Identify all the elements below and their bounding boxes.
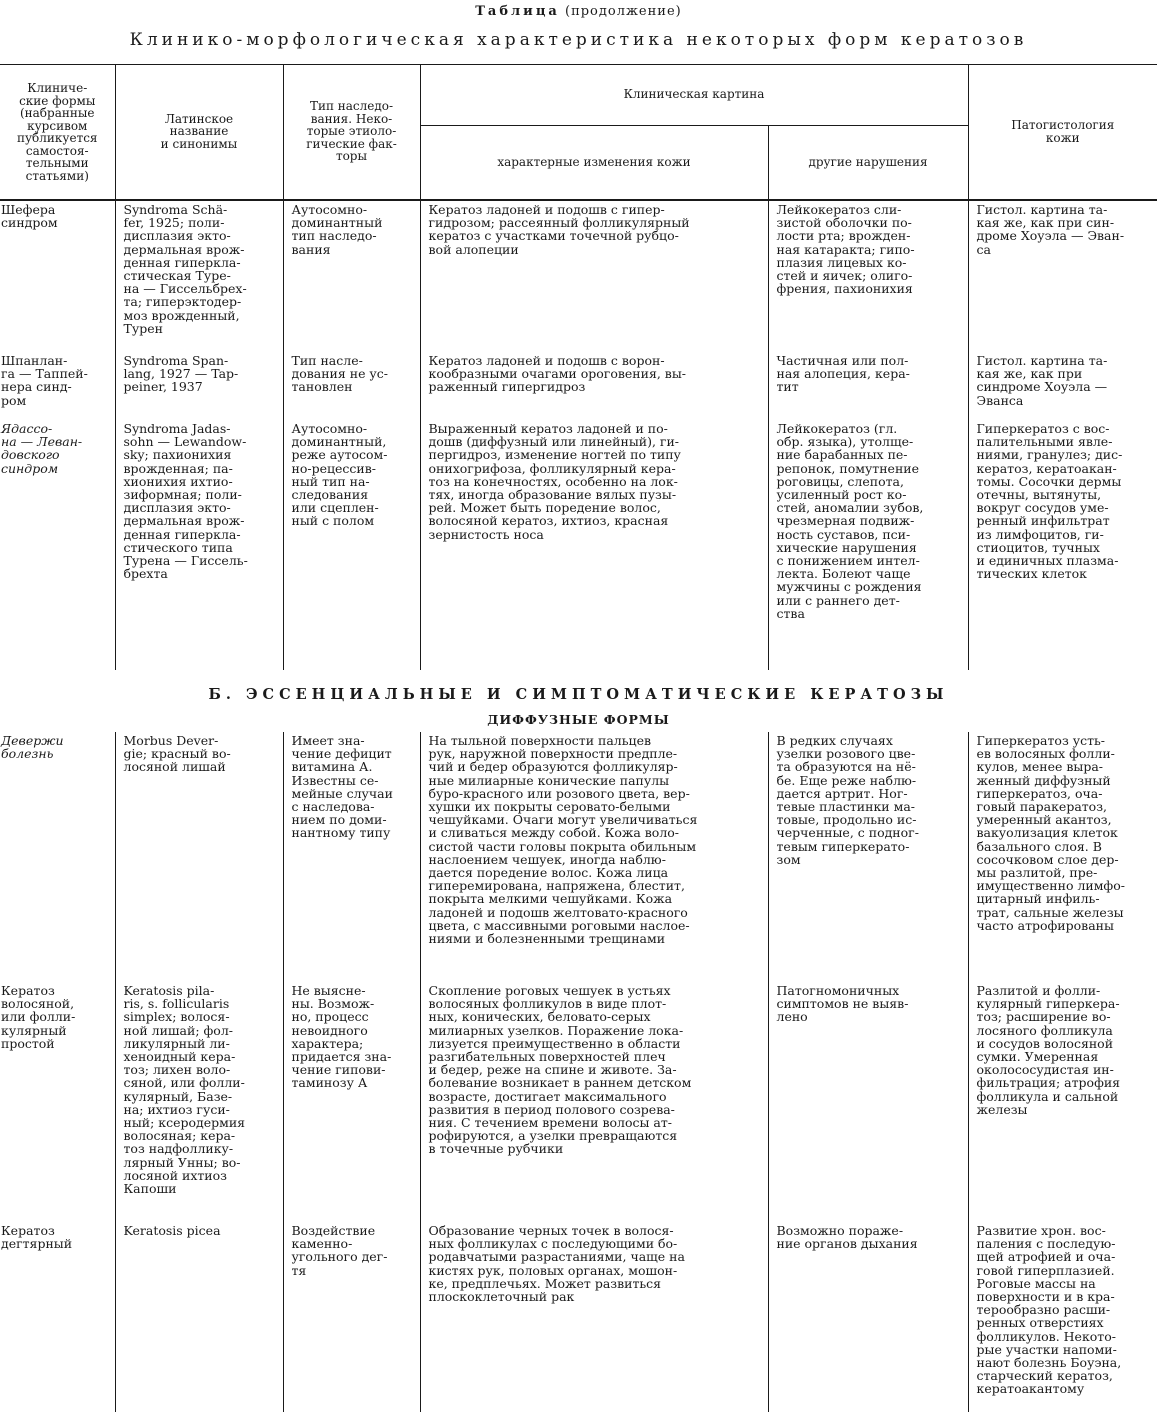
table-row (0, 1222, 1157, 1412)
cell-other: Лейкокератоз сли- зистой оболочки по- лости рта; врожден- ная катаракта; гипо- плазия лицевых ко- стей и яичек; олиго- френия, пахионихия (768, 200, 968, 352)
section-heading-essential-keratoses: Б. ЭССЕНЦИАЛЬНЫЕ И СИМПТОМАТИЧЕСКИЕ КЕРАТОЗЫ (208, 686, 949, 703)
cell-latin: Morbus Dever- gie; красный во- лосяной лишай (115, 732, 283, 982)
cell-form: Девержи болезнь (0, 732, 115, 982)
cell-skin: Выраженный кератоз ладоней и по- дошв (диффузный или линейный), ги- пергидроз, изменение ногтей по типу онихогрифоза, фолликулярный кера- тоз на конечностях, особенно на лок- тях, иногда образование вялых пузы- рей. Может быть поредение волос, волосяной кератоз, ихтиоз, красная зернистость носа (420, 420, 768, 670)
header-clinical-picture: Клиническая картина (420, 65, 968, 126)
header-heredity: Тип наследо- вания. Неко- торые этиоло- гические фак- торы (283, 65, 420, 201)
cell-heredity: Воздействие каменно- угольного дег- тя (283, 1222, 420, 1412)
cell-heredity: Аутосомно- доминантный тип наследо- вания (283, 200, 420, 352)
table-row (0, 200, 1157, 352)
cell-latin: Syndroma Schä- fer, 1925; поли- дисплазия экто- дермальная врож- денная гиперкла- стическая Туре- на — Гиссельбрех- та; гиперэктодер- моз врожденный, Турен (115, 200, 283, 352)
table-row (0, 732, 1157, 982)
table-row (0, 352, 1157, 420)
table-title: Клинико-морфологическая характеристика некоторых форм кератозов (129, 30, 1028, 50)
cell-form: Шефера синдром (0, 200, 115, 352)
keratosis-table-bottom (0, 732, 1157, 1412)
caption-word: Таблица (475, 4, 560, 19)
cell-skin: Скопление роговых чешуек в устьях волосяных фолликулов в виде плот- ных, конических, беловато-серых милиарных узелков. Поражение лока- лизуется преимущественно в области разгибательных поверхностей плеч и бедер, реже на спине и животе. За- болевание возникает в раннем детском возрасте, достигает максимального развития в период полового созрева- ния. С течением времени волосы ат- рофируются, а узелки превращаются в точечные рубчики (420, 982, 768, 1222)
table-row (0, 420, 1157, 670)
cell-other: Лейкокератоз (гл. обр. языка), утолще- ние барабанных пе- репонок, помутнение роговицы, слепота, усиленный рост ко- стей, аномалии зубов, чрезмерная подвиж- ность суставов, пси- хические нарушения с понижением интел- лекта. Болеют чаще мужчины с рождения или с раннего дет- ства (768, 420, 968, 670)
cell-other: Частичная или пол- ная алопеция, кера- тит (768, 352, 968, 420)
cell-other: Возможно пораже- ние органов дыхания (768, 1222, 968, 1412)
cell-skin: Кератоз ладоней и подошв с ворон- кообразными очагами ороговения, вы- раженный гипергидроз (420, 352, 768, 420)
cell-form: Кератоз дегтярный (0, 1222, 115, 1412)
table-row (0, 982, 1157, 1222)
cell-heredity: Не выясне- ны. Возмож- но, процесс невоидного характера; придается зна- чение гипови- таминозу А (283, 982, 420, 1222)
cell-histo: Гистол. картина та- кая же, как при синдроме Хоуэла — Эванса (968, 352, 1157, 420)
cell-heredity: Имеет зна- чение дефицит витамина А. Известны се- мейные случаи с наследова- нием по доми- нантному типу (283, 732, 420, 982)
cell-latin: Syndroma Span- lang, 1927 — Tap- peiner, 1937 (115, 352, 283, 420)
cell-histo: Гистол. картина та- кая же, как при син- дроме Хоуэла — Эван- са (968, 200, 1157, 352)
subsection-heading-diffuse-forms: ДИФФУЗНЫЕ ФОРМЫ (487, 712, 670, 727)
header-clinical-forms: Клиниче- ские формы (набранные курсивом публикуется самостоя- тельными статьями) (0, 65, 115, 201)
header-latin-name: Латинское название и синонимы (115, 65, 283, 201)
cell-skin: На тыльной поверхности пальцев рук, наружной поверхности предпле- чий и бедер образуются фолликуляр- ные милиарные конические папулы буро-красного или розового цвета, вер- хушки их покрыты серовато-белыми чешуйками. Очаги могут увеличиваться и сливаться между собой. Кожа воло- систой части головы покрыта обильным наслоением чешуек, иногда наблю- дается поредение волос. Кожа лица гиперемирована, напряжена, блестит, покрыта мелкими чешуйками. Кожа ладоней и подошв желтовато-красного цвета, с массивными роговыми наслое- ниями и болезненными трещинами (420, 732, 768, 982)
cell-histo: Разлитой и фолли- кулярный гиперкера- тоз; расширение во- лосяного фолликула и сосудов волосяной сумки. Умеренная околососудистая ин- фильтрация; атрофия фолликула и сальной железы (968, 982, 1157, 1222)
keratosis-table-top (0, 64, 1157, 670)
header-skin-changes: характерные изменения кожи (420, 126, 768, 201)
cell-skin: Образование черных точек в волося- ных фолликулах с последующими бо- родавчатыми разрастаниями, чаще на кистях рук, половых органах, мошон- ке, предплечьях. Может развиться плоскоклеточный рак (420, 1222, 768, 1412)
cell-heredity: Тип наслe- дования не ус- тановлен (283, 352, 420, 420)
cell-histo: Гиперкератоз с вос- палительными явле- ниями, гранулез; дис- кератоз, кератоакан- томы. Сосочки дермы отечны, вытянуты, вокруг сосудов уме- ренный инфильтрат из лимфоцитов, ги- стиоцитов, тучных и единичных плазма- тических клеток (968, 420, 1157, 670)
cell-latin: Keratosis picea (115, 1222, 283, 1412)
header-other-disorders: другие нарушения (768, 126, 968, 201)
cell-form: Кератоз волосяной, или фолли- кулярный простой (0, 982, 115, 1222)
cell-latin: Keratosis pila- ris, s. follicularis simplex; волося- ной лишай; фол- ликулярный ли- хеноидный кера- тоз; лихен воло- сяной, или фолли- кулярный, Базе- на; ихтиоз гуси- ный; ксеродермия волосяная; кера- тоз надфоллику- лярный Унны; во- лосяной ихтиоз Капоши (115, 982, 283, 1222)
cell-form: Ядассо- на — Леван- довского синдром (0, 420, 115, 670)
cell-latin: Syndroma Jadas- sohn — Lewandow- sky; пахионихия врожденная; па- хионихия ихтио- зиформная; поли- дисплазия экто- дермальная врож- денная гиперкла- стического типа Турена — Гиссель- брехта (115, 420, 283, 670)
cell-other: В редких случаях узелки розового цве- та образуются на нё- бе. Еще реже наблю- дается артрит. Ног- тевые пластинки ма- товые, продольно ис- черченные, с подног- тевым гиперкерато- зом (768, 732, 968, 982)
header-histopathology: Патогистология кожи (968, 65, 1157, 201)
cell-skin: Кератоз ладоней и подошв с гипер- гидрозом; рассеянный фолликулярный кератоз с участками точечной рубцо- вой алопеции (420, 200, 768, 352)
cell-histo: Развитие хрон. вос- паления с последую- щей атрофией и оча- говой гиперплазией. Роговые массы на поверхности и в кра- терообразно расши- ренных отверстиях фолликулов. Некото- рые участки напоми- нают болезнь Боуэна, старческий кератоз, кератоакантому (968, 1222, 1157, 1412)
cell-form: Шпанлан- га — Таппей- нера синд- ром (0, 352, 115, 420)
cell-other: Патогномоничных симптомов не выяв- лено (768, 982, 968, 1222)
caption-note: (продолжение) (565, 4, 682, 19)
table-caption (0, 4, 1157, 19)
cell-histo: Гиперкератоз усть- ев волосяных фолли- кулов, менее выра- женный диффузный гиперкератоз, оча- говый паракератоз, умеренный акантоз, вакуолизация клеток базального слоя. В сосочковом слое дер- мы разлитой, пре- имущественно лимфо- цитарный инфиль- трат, сальные железы часто атрофированы (968, 732, 1157, 982)
cell-heredity: Аутосомно- доминантный, реже аутосом- но-рецессив- ный тип на- следования или сцеплен- ный с полом (283, 420, 420, 670)
